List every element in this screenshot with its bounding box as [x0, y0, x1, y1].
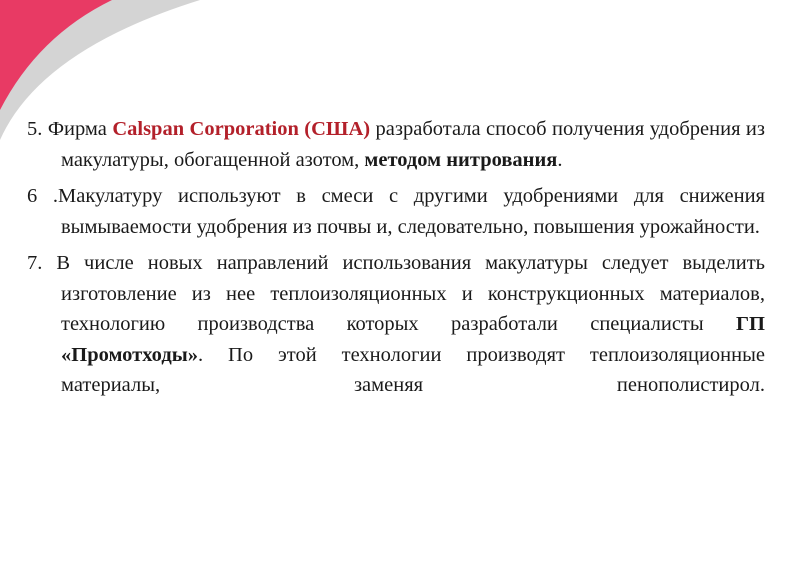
list-item-7 — [27, 248, 765, 401]
method-name: методом нитрования — [364, 148, 558, 171]
item-7-prefix: 7. В числе новых направлений использования макулатуры следует выделить изготовление из нее теплоизоляционных и конструкционных материалов, технологию производства которых разработали специалисты — [27, 252, 765, 335]
organization-name: ГП «Промотходы» — [61, 313, 765, 366]
item-5-text: разработала способ получения удобрения из макулатуры, обогащенной азотом, — [61, 118, 766, 171]
company-name: Calspan Corporation (США) — [112, 118, 371, 140]
item-7-end: . По этой технологии производят теплоизоляционные материалы, заменяя пенополистирол. — [61, 343, 765, 396]
list-item-5 — [27, 114, 765, 175]
item-6-text: 6 .Макулатуру используют в смеси с другими удобрениями для снижения вымываемости удобрения из почвы и, следовательно, повышения урожайности. — [27, 185, 765, 238]
list-item-6 — [27, 181, 765, 242]
item-5-prefix: 5. Фирма — [27, 118, 113, 140]
slide-body — [27, 114, 765, 407]
item-5-end: . — [557, 148, 563, 171]
